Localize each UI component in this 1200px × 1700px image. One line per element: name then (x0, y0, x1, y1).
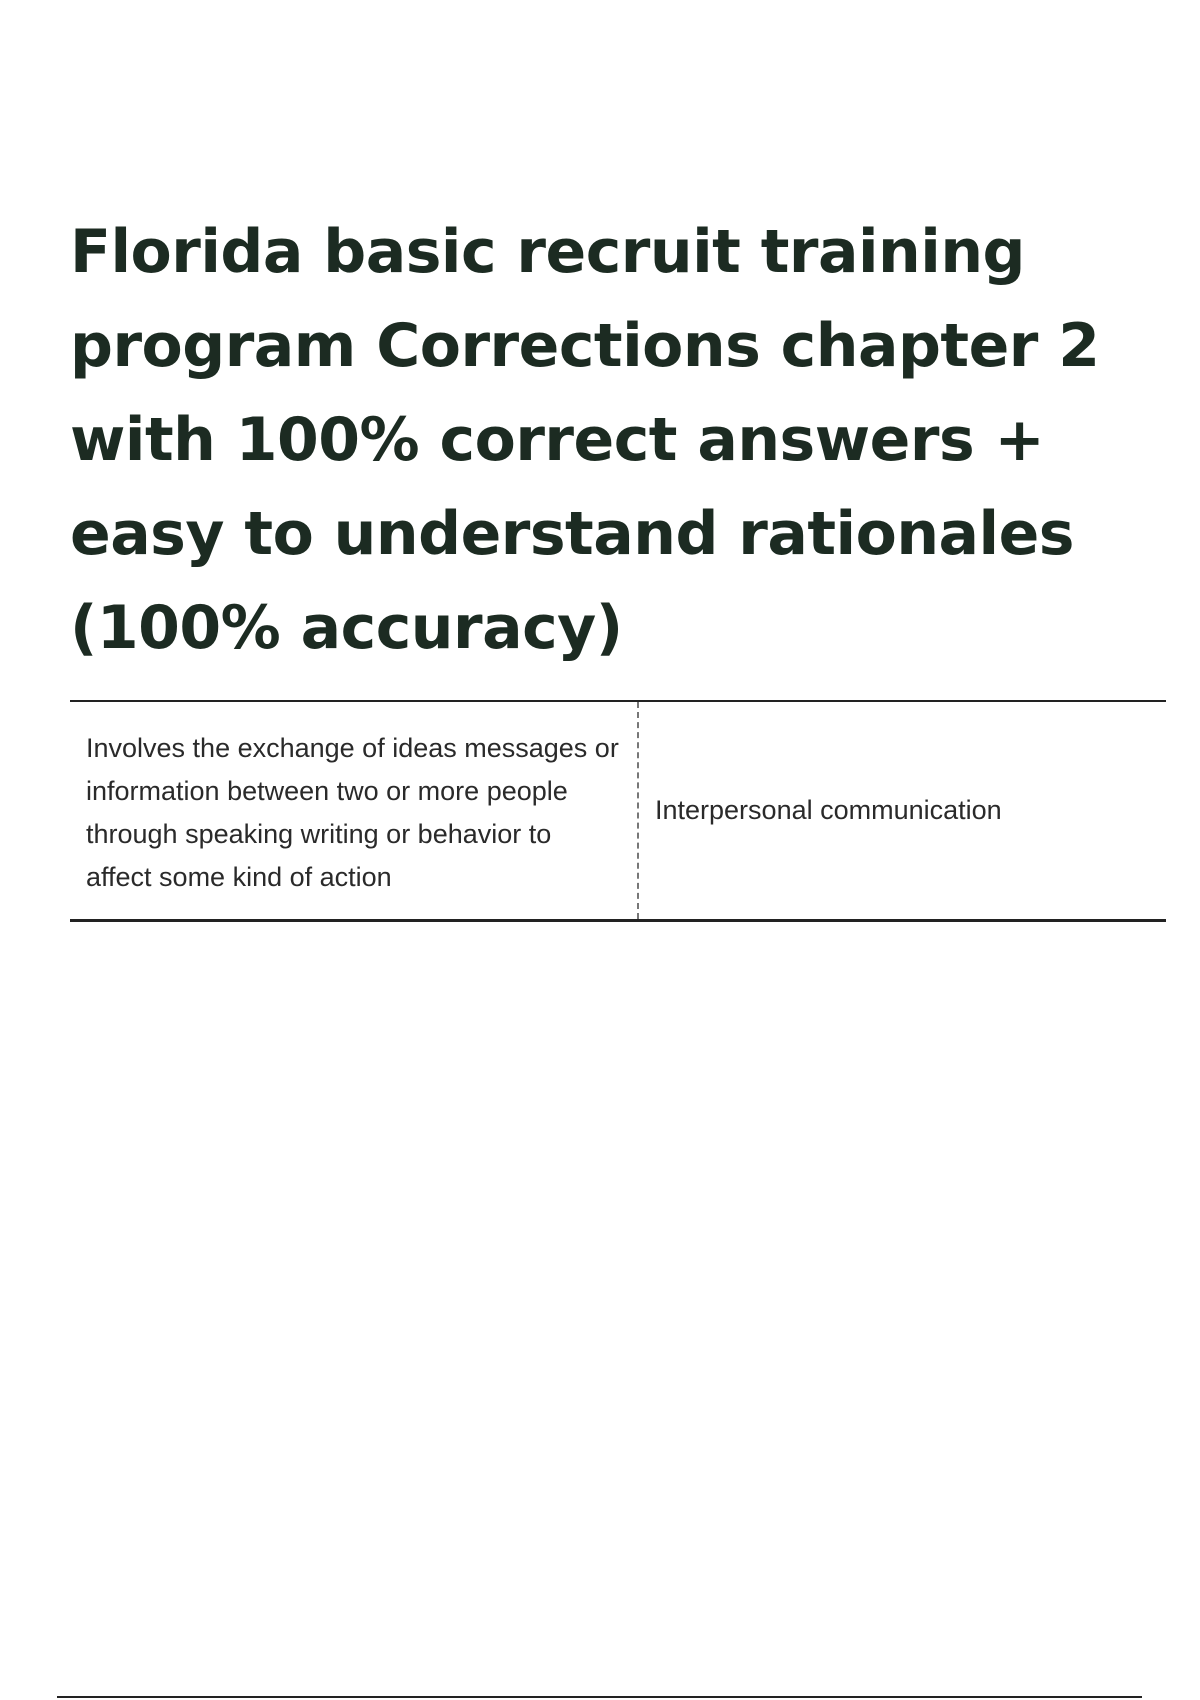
flashcard-row (70, 701, 1166, 921)
footer-divider (57, 1696, 1142, 1698)
document-title: Florida basic recruit training program Corrections chapter 2 with 100% correct answers + easy to understand rationales (100% accuracy) (70, 217, 1100, 663)
flashcard-term: Involves the exchange of ideas messages or information between two or more people through speaking writing or behavior to affect some kind of action (70, 701, 638, 921)
flashcard-table (70, 700, 1166, 922)
flashcard-answer: Interpersonal communication (655, 795, 1002, 825)
